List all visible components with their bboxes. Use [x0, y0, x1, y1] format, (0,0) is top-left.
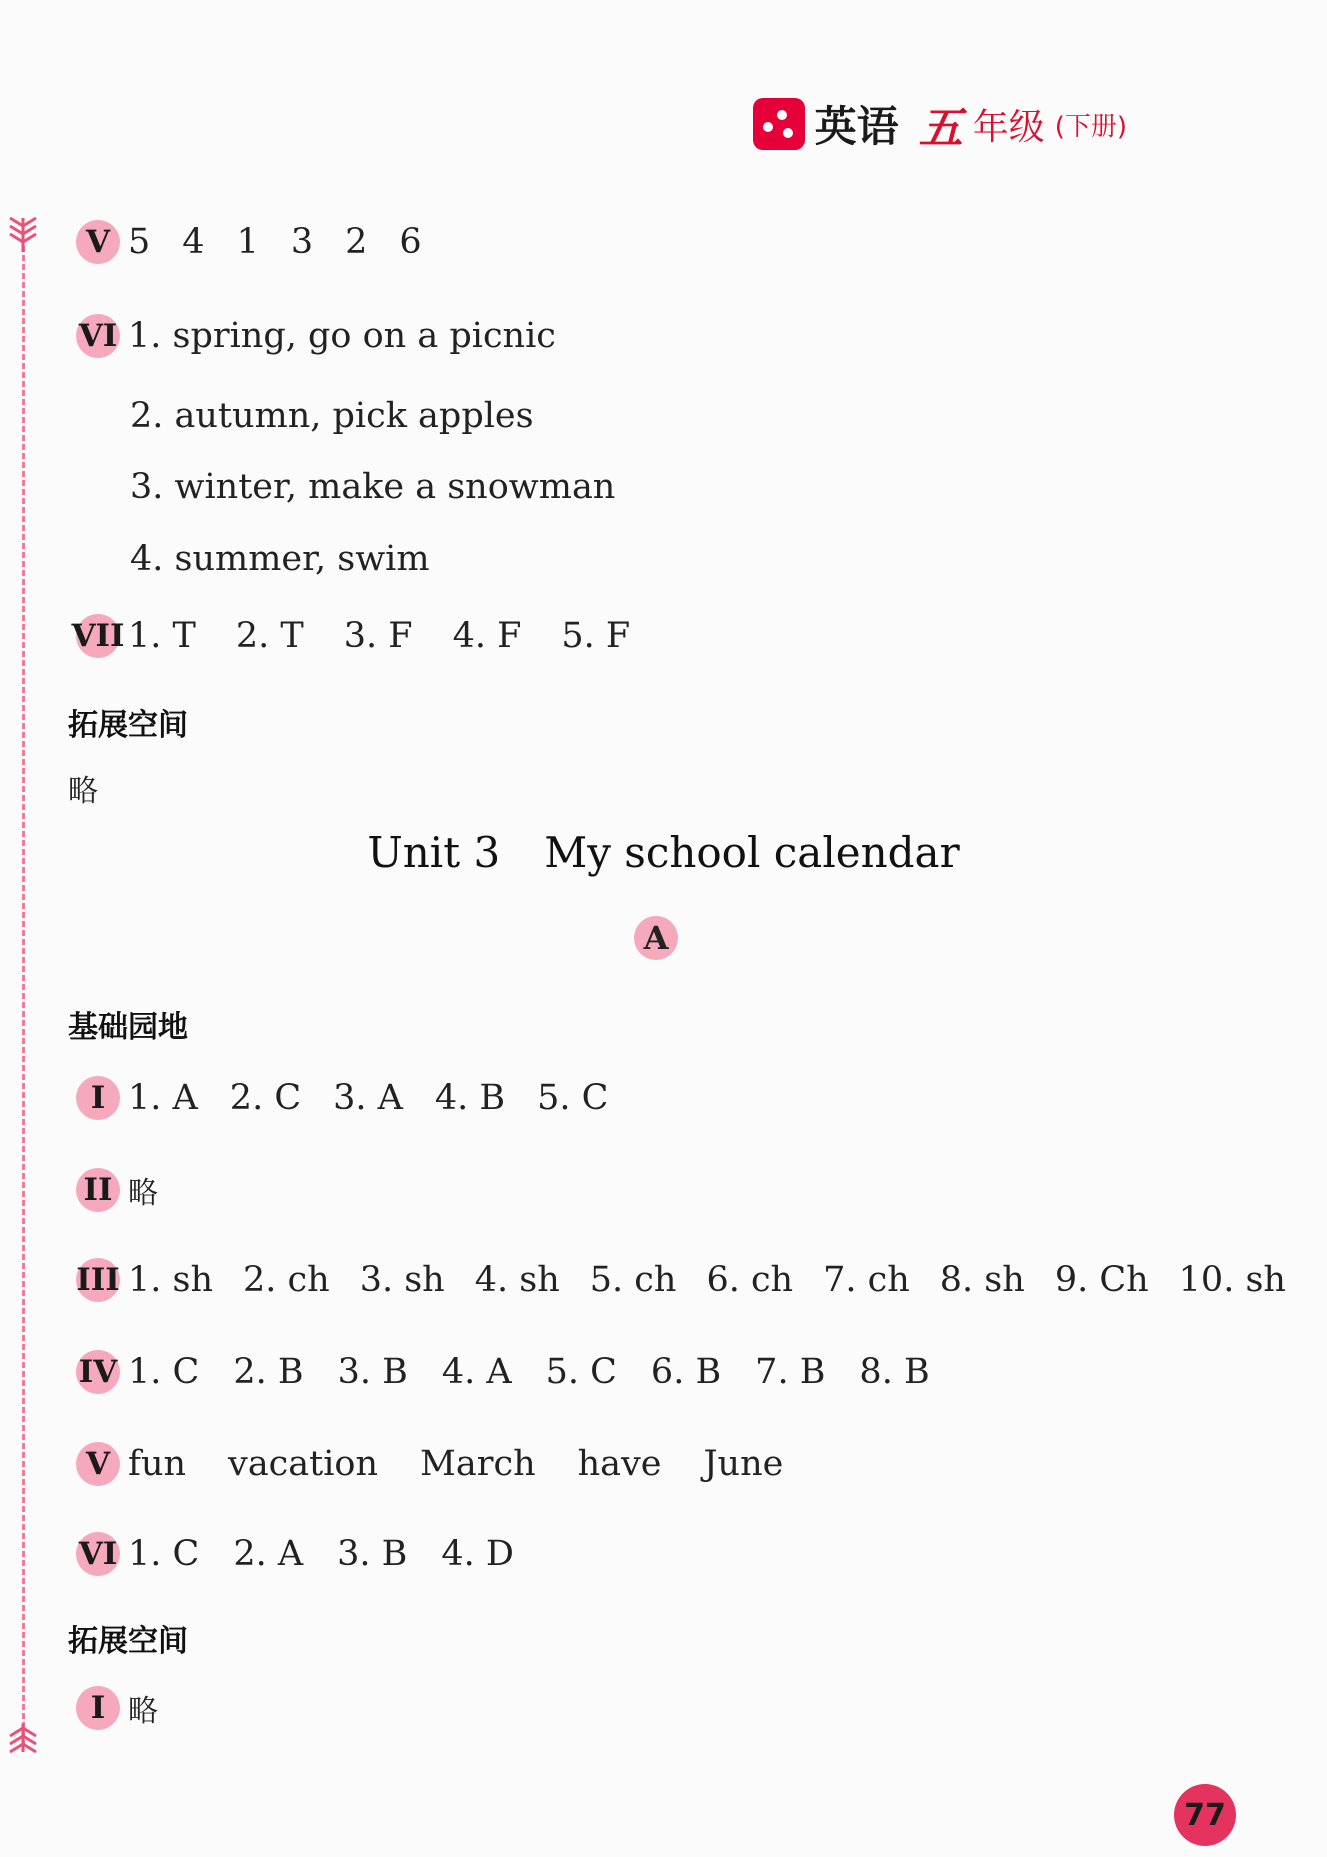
numeral-badge: VI — [76, 314, 120, 358]
unit-title — [0, 828, 1327, 877]
section-heading: 拓展空间 — [68, 1624, 188, 1659]
grade-label: 五 — [918, 103, 963, 154]
exercise-i — [76, 1076, 640, 1120]
unit-name: My school calendar — [544, 828, 960, 877]
answer-item: 3. sh — [359, 1260, 445, 1300]
numeral-badge: I — [76, 1076, 120, 1120]
numeral-badge: I — [76, 1686, 120, 1730]
answer-item: June — [703, 1444, 784, 1484]
answer-omitted: 略 — [68, 774, 98, 809]
answer-item: 3 — [290, 222, 314, 262]
dice-logo-icon — [753, 98, 805, 150]
answer-item: fun — [128, 1444, 187, 1484]
header-brand — [753, 92, 1127, 156]
answer-omitted: 略 — [128, 1176, 158, 1211]
answer-item: 5. C — [537, 1078, 609, 1118]
answer-item: have — [577, 1444, 662, 1484]
answer-item: 1 — [236, 222, 259, 262]
arrow-head-icon — [6, 1722, 40, 1756]
answer-item: 4 — [182, 222, 205, 262]
numeral-badge: II — [76, 1168, 120, 1212]
answer-item: 2. T — [235, 616, 304, 656]
answer-line: 2. autumn, pick apples — [130, 396, 534, 436]
answer-item: 7. B — [755, 1352, 826, 1392]
subject-label: 英语 — [814, 102, 899, 151]
answer-item: 2. B — [233, 1352, 304, 1392]
part-badge: A — [634, 916, 678, 960]
answer-item: 4. sh — [474, 1260, 560, 1300]
page-number: 77 — [1174, 1784, 1236, 1846]
answer-item: 4. A — [441, 1352, 512, 1392]
numeral-badge: VII — [76, 614, 120, 658]
answer-item: 2. A — [233, 1534, 304, 1574]
exercise-iv — [76, 1350, 964, 1394]
answer-line: 4. summer, swim — [130, 539, 430, 579]
exercise-ii — [76, 1168, 158, 1212]
answer-item: 6. B — [650, 1352, 722, 1392]
answer-item: 4. D — [441, 1534, 514, 1574]
answer-item: 3. F — [343, 616, 413, 656]
exercise-v-basics — [76, 1442, 825, 1486]
answer-item: 5. ch — [589, 1260, 677, 1300]
answer-item: 5. C — [545, 1352, 617, 1392]
answer-item: 6 — [399, 222, 422, 262]
numeral-badge: V — [76, 1442, 120, 1486]
answer-item: 8. sh — [939, 1260, 1025, 1300]
section-heading: 基础园地 — [68, 1010, 188, 1045]
exercise-vii — [71, 614, 670, 658]
exercise-iii — [76, 1258, 1286, 1302]
answer-item: 1. C — [128, 1352, 200, 1392]
extension-exercise-i — [76, 1686, 158, 1730]
margin-rule — [22, 246, 25, 1746]
exercise-vi — [76, 314, 556, 358]
answer-item: 7. ch — [823, 1260, 910, 1300]
answer-item: 3. B — [337, 1534, 408, 1574]
answer-item: 8. B — [859, 1352, 930, 1392]
numeral-badge: V — [76, 220, 120, 264]
level-label: 年级 — [972, 106, 1045, 148]
numeral-badge: III — [76, 1258, 120, 1302]
answer-item: 9. Ch — [1054, 1260, 1149, 1300]
answer-item: 2. ch — [243, 1260, 330, 1300]
answer-item: 2 — [345, 222, 368, 262]
section-heading: 拓展空间 — [68, 708, 188, 743]
volume-label: (下册) — [1054, 111, 1127, 142]
answer-item: 1. A — [128, 1078, 198, 1118]
unit-label: Unit 3 — [367, 828, 501, 877]
answer-item: 4. F — [452, 616, 522, 656]
answer-line: 1. spring, go on a picnic — [128, 316, 556, 356]
answer-item: 10. sh — [1178, 1260, 1286, 1300]
answer-omitted: 略 — [128, 1694, 158, 1729]
answer-item: 1. T — [128, 616, 196, 656]
answer-item: 3. B — [337, 1352, 408, 1392]
arrow-fletching-icon — [6, 214, 40, 254]
answer-item: 4. B — [434, 1078, 506, 1118]
answer-item: 5. F — [561, 616, 631, 656]
answer-line: 3. winter, make a snowman — [130, 467, 616, 507]
numeral-badge: VI — [76, 1532, 120, 1576]
exercise-v — [76, 220, 454, 264]
answer-item: March — [420, 1444, 536, 1484]
answer-item: 1. sh — [128, 1260, 214, 1300]
answer-item: 2. C — [229, 1078, 302, 1118]
answer-item: 1. C — [128, 1534, 200, 1574]
answer-item: vacation — [228, 1444, 379, 1484]
exercise-vi-basics — [76, 1532, 548, 1576]
answer-item: 6. ch — [706, 1260, 794, 1300]
answer-item: 3. A — [333, 1078, 403, 1118]
numeral-badge: IV — [76, 1350, 120, 1394]
answer-item: 5 — [128, 222, 151, 262]
